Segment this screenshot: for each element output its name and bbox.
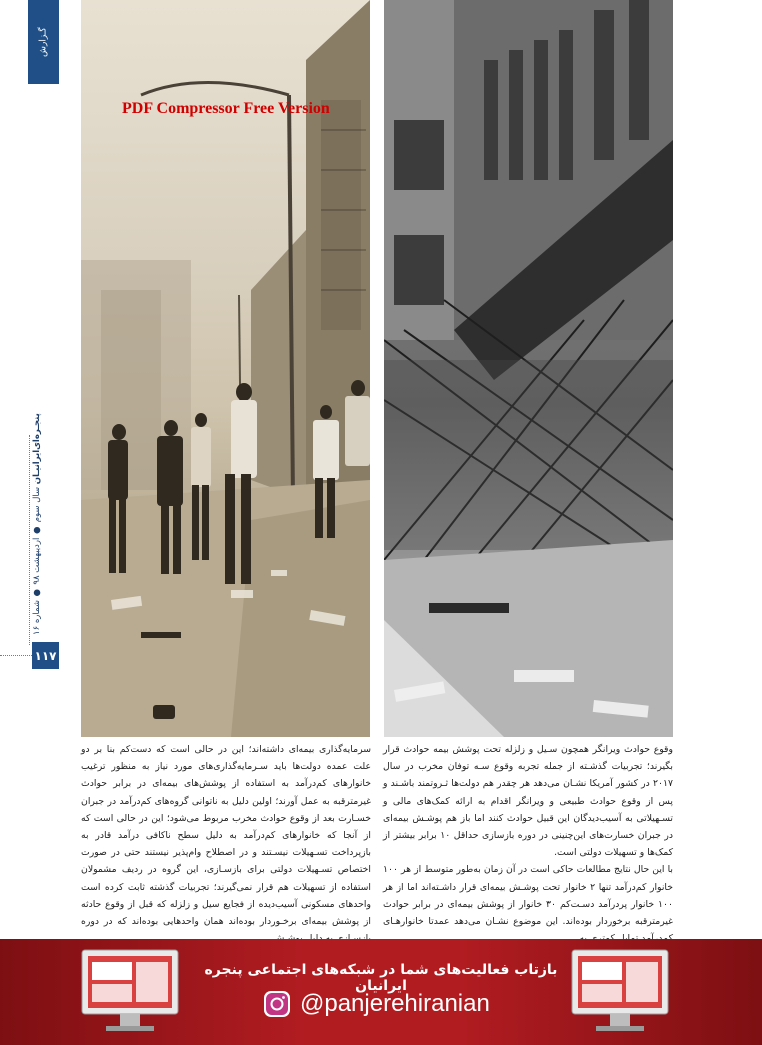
article-paragraph: سرمایه‌گذاری بیمه‌ای داشته‌اند؛ این در حالی است که دست‌کم بنا بر دو علت عمده دولت‌ها باید سـرمایه‌گذاری‌های مورد نیاز به منظور ترغیب خانوارهای کم‌درآمد به استفاده از پوشش‌های بیمه‌ای در برابر حوادث غیرمترقبه به عمل آورند؛ اولین دلیل به ناتوانی گروه‌های کم‌درآمد در جبران خسـارت بعد از وقوع حوادث مخرب مربوط می‌شود؛ این در حالی است که از آنجا که خانوارهای کم‌درآمد به دلیل سطح ناکافی درآمد قادر به بازپرداخت تسـهیلات نیسـتند و در اصطلاح وام‌پذیر نیستند حتی در صورت اختصاص تسـهیلات دولتی برای بازسـازی، این گروه در ردیف مشمولان استفاده از تسهیلات هم قرار نمی‌گیرند؛ تجربیات گذشته ثابت کرده است واحدهای مسکونی آسیب‌دیده از فجایع سیل و زلزله که قبل از وقوع حادثه از پوشش بیمه‌ای برخـوردار بوده‌اند همان واحدهایی بوده‌اند که در دوره [81,744,371,928]
running-title-magazine: پنجـره‌ای‌ایرانیـان [32,413,42,485]
article-column-right [383,741,673,947]
running-title-issue: سال سوم‌ ● اردیبهشت ۹۸ ● شماره ۱۶ [32,486,42,635]
monitor-right-icon [570,948,670,1038]
margin-divider [29,435,30,645]
monitor-left-icon [80,948,180,1038]
section-label: گـزارش [28,0,59,84]
instagram-handle-link[interactable]: @panjerehiranian [300,990,490,1017]
running-title [32,413,46,635]
pdf-watermark: PDF Compressor Free Version [122,100,330,117]
article-paragraph: با این حال نتایج مطالعات حاکی است در آن زمان به‌طور متوسط از هر ۱۰۰ خانوار کم‌درآمد تنها ۲ خانوار تحت پوشـش بیمه‌ای قرار داشـته‌اند اما از هر ۱۰۰ خانوار پردرآمد دسـت‌کم ۳۰ خانوار از پوشش بیمه‌ای در برابر حوادث غیرمترقبه برخوردار بوده‌اند. این موضوع نشـان می‌دهد عمدتا خانوارهـای [383,864,673,928]
storefront-illustration [384,0,673,737]
page-number: ۱۱۷ [32,642,59,669]
instagram-icon[interactable] [263,990,291,1018]
damaged-storefront-photo-right [384,0,673,737]
page-number-rule [0,655,32,656]
article-paragraph: وقوع حوادث ویرانگر همچون سـیل و زلزله تحت پوشش بیمه حوادث قرار بگیرند؛ تجربیات گذشـته از جمله تجربه وقوع سـه توفان مخرب در سال ۲۰۱۷ در کشور آمریکا نشـان می‌دهد هر چقدر هم دولت‌ها ثـروتمند باشـند و پس از وقوع حوادث طبیعی و ویرانگر اقدام به ارائه کمک‌های مالی و تسـهیلاتی به آسیب‌دیدگان این قبیل حوادث کنند اما باز هم پوشـش بیمه‌ای در جبران خسارت‌های این‌چنینی در دوره بازسازی حداقل ۱۰ برابر بیشتر از کمک‌ها و تسهیلات دولتی است. [383,744,674,859]
banner-tagline: بازتاب فعالیت‌های شما در شبکه‌های اجتماعی پنجره ایرانیان [204,962,558,994]
article-column-left [81,741,371,947]
